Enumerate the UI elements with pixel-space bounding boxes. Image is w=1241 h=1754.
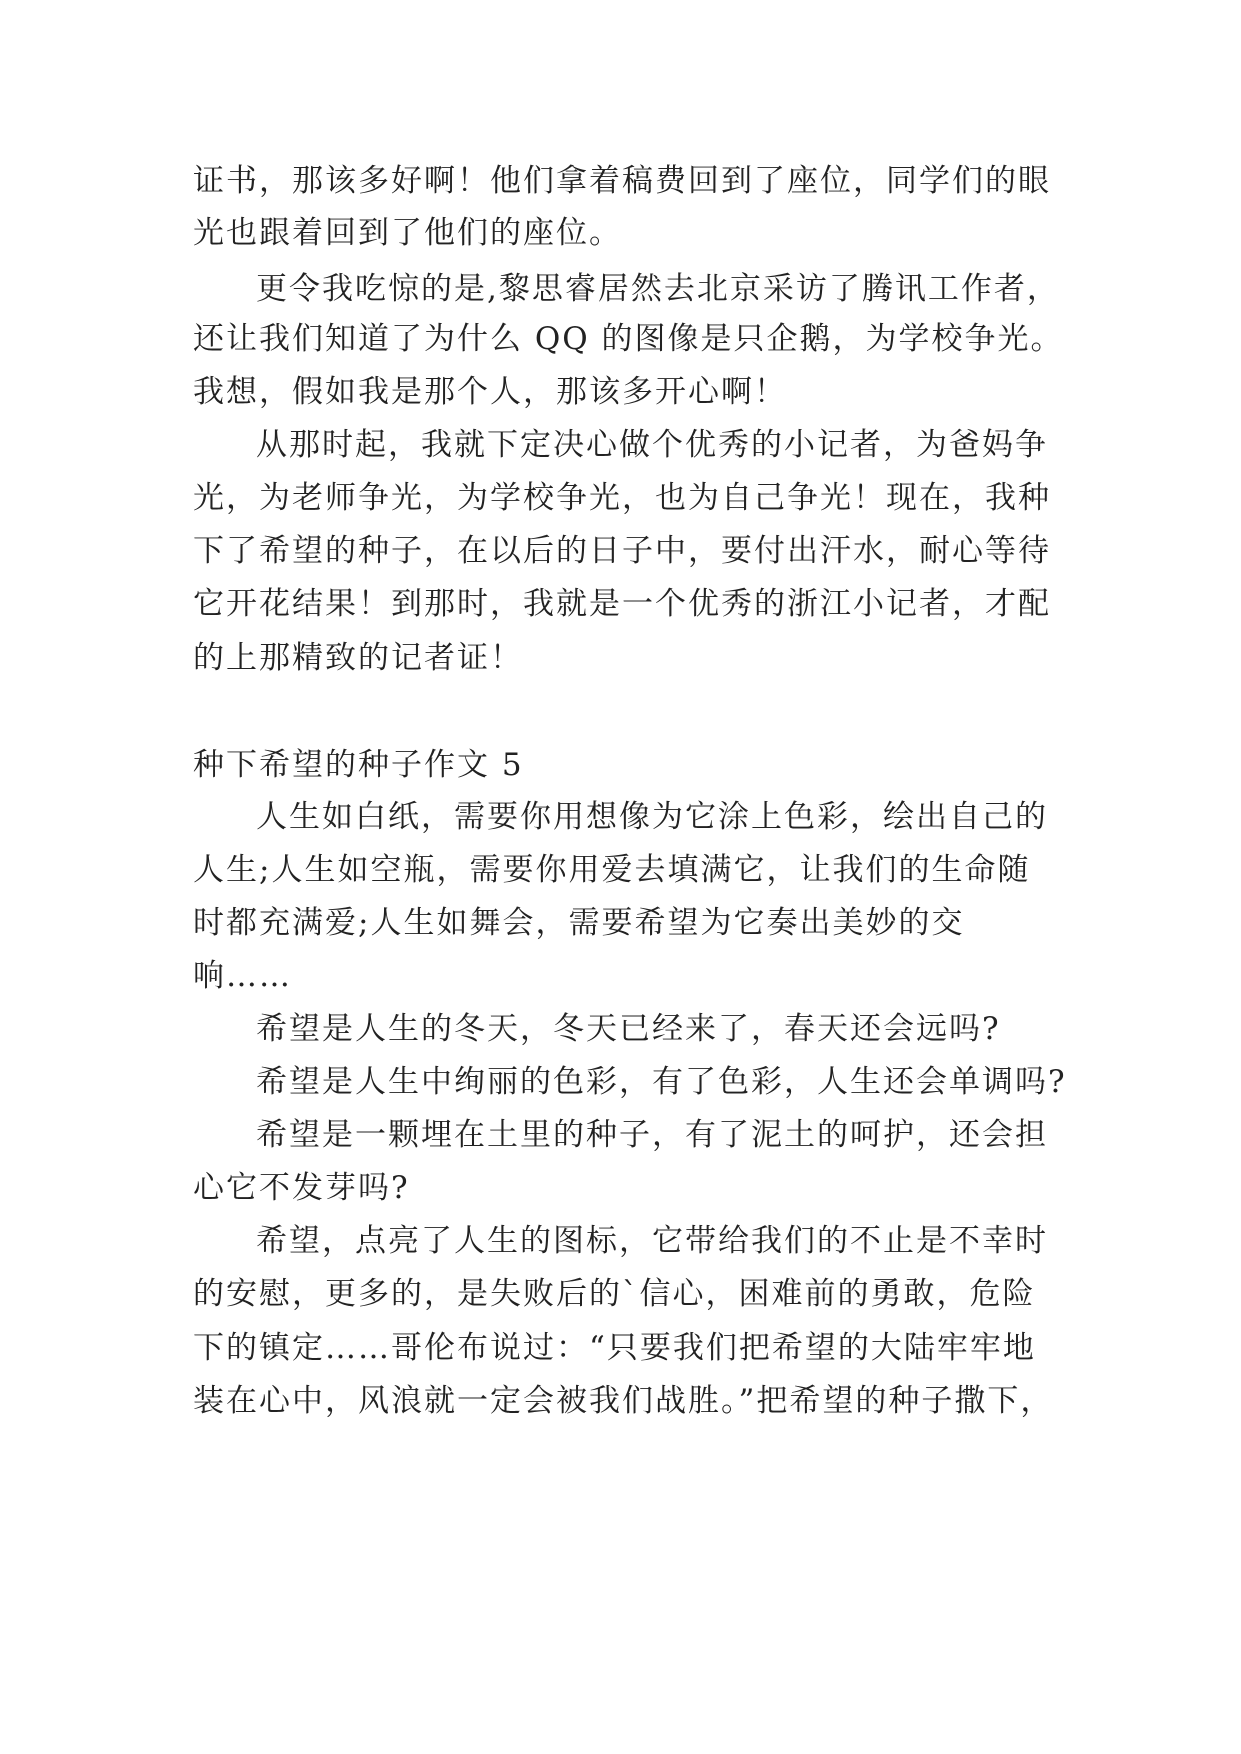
- text-line: 下的镇定……哥伦布说过：“只要我们把希望的大陆牢牢地: [193, 1330, 1036, 1366]
- text-line: 响……: [193, 958, 292, 994]
- text-line: 的上那精致的记者证！: [193, 640, 523, 676]
- text-line: 光，为老师争光，为学校争光，也为自己争光！现在，我种: [193, 480, 1051, 516]
- text-line: 我想，假如我是那个人，那该多开心啊！: [193, 374, 787, 410]
- text-line: 还让我们知道了为什么 QQ 的图像是只企鹅，为学校争光。: [193, 321, 1064, 357]
- paragraph-first-line: 更令我吃惊的是,黎思睿居然去北京采访了腾讯工作者，: [256, 271, 1060, 307]
- paragraph-first-line: 希望是一颗埋在土里的种子，有了泥土的呵护，还会担: [256, 1117, 1048, 1153]
- text-line: 心它不发芽吗?: [193, 1170, 410, 1206]
- section-heading: 种下希望的种子作文 5: [193, 747, 524, 783]
- text-line: 的安慰，更多的，是失败后的`信心，困难前的勇敢，危险: [193, 1276, 1036, 1312]
- paragraph-first-line: 希望，点亮了人生的图标，它带给我们的不止是不幸时: [256, 1223, 1048, 1259]
- paragraph-first-line: 从那时起，我就下定决心做个优秀的小记者，为爸妈争: [256, 427, 1048, 463]
- text-line: 装在心中，风浪就一定会被我们战胜。”把希望的种子撒下，: [193, 1383, 1054, 1419]
- text-line: 它开花结果！到那时，我就是一个优秀的浙江小记者，才配: [193, 586, 1051, 622]
- text-line: 下了希望的种子，在以后的日子中，要付出汗水，耐心等待: [193, 533, 1051, 569]
- paragraph-first-line: 希望是人生的冬天，冬天已经来了，春天还会远吗?: [256, 1011, 1001, 1047]
- text-line: 时都充满爱;人生如舞会，需要希望为它奏出美妙的交: [193, 905, 965, 941]
- paragraph-first-line: 人生如白纸，需要你用想像为它涂上色彩，绘出自己的: [256, 799, 1048, 835]
- text-line: 证书，那该多好啊！他们拿着稿费回到了座位，同学们的眼: [193, 163, 1051, 199]
- paragraph-first-line: 希望是人生中绚丽的色彩，有了色彩，人生还会单调吗?: [256, 1064, 1067, 1100]
- text-line: 人生;人生如空瓶，需要你用爱去填满它，让我们的生命随: [193, 852, 1031, 888]
- text-line: 光也跟着回到了他们的座位。: [193, 215, 622, 251]
